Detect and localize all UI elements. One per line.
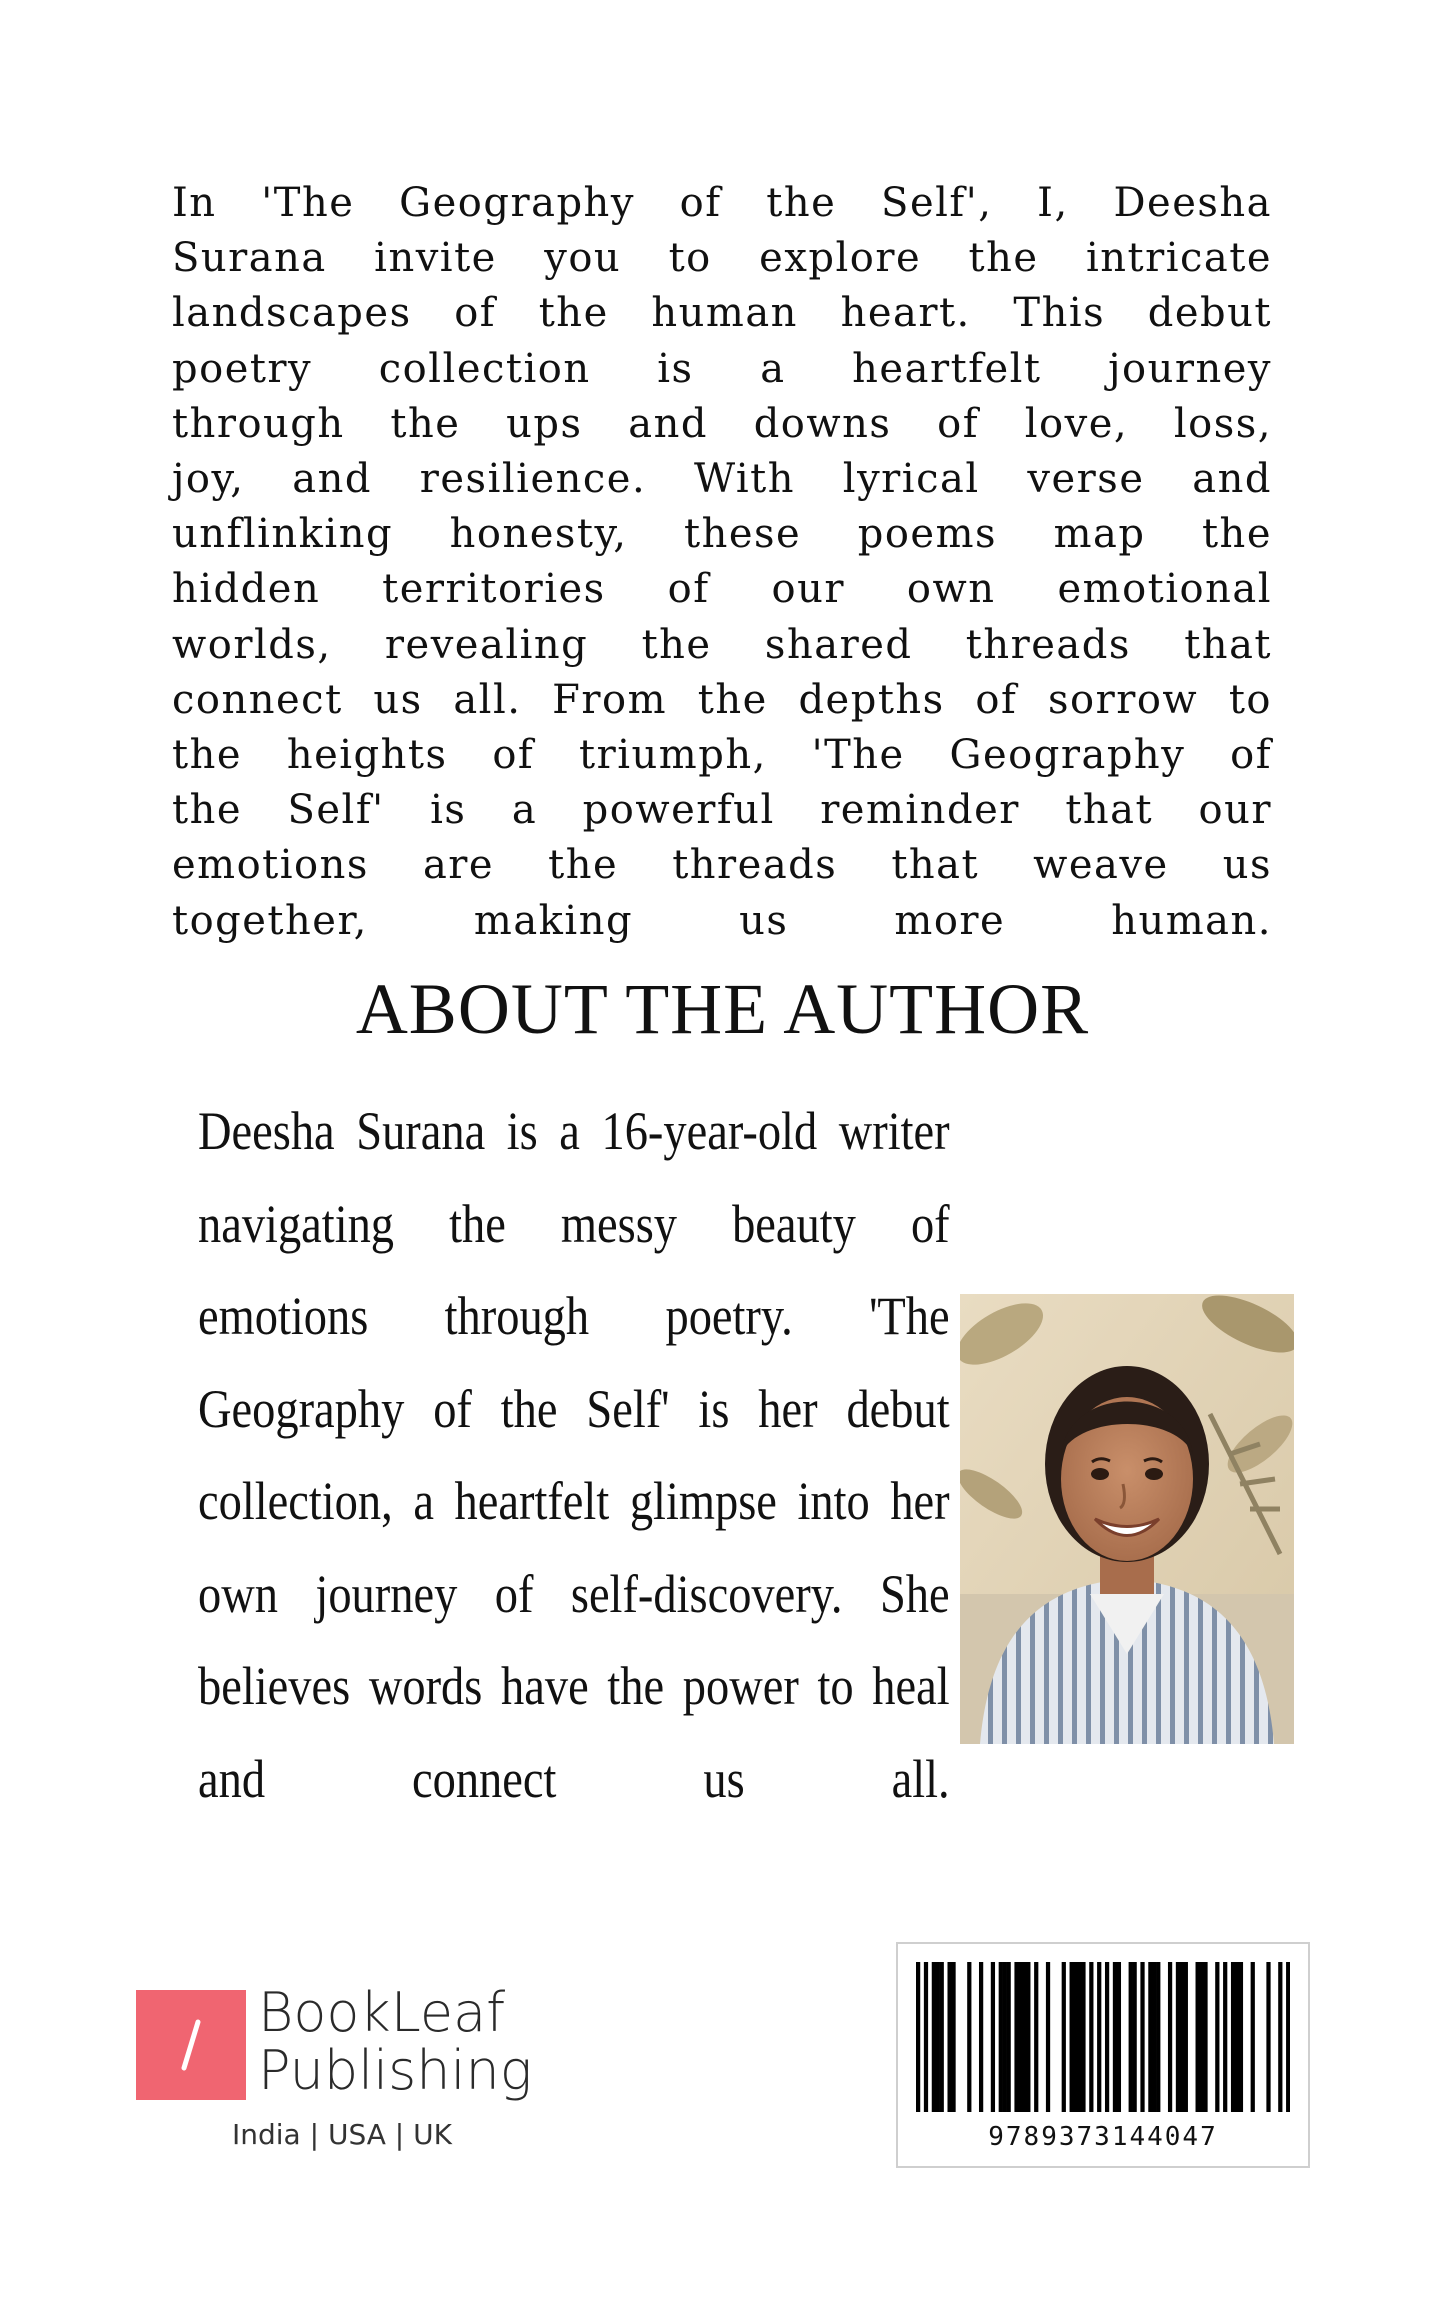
blurb-line: the heights of triumph, 'The Geography of bbox=[172, 732, 1272, 779]
bio-line: own journey of self-discovery. She bbox=[198, 1563, 950, 1624]
barcode-bar bbox=[936, 1962, 940, 2112]
barcode-bar bbox=[1196, 1962, 1200, 2112]
barcode-bar bbox=[1089, 1962, 1093, 2112]
barcode-bar bbox=[1215, 1962, 1219, 2112]
barcode-bar bbox=[1180, 1962, 1184, 2112]
barcode-bar bbox=[1148, 1962, 1152, 2112]
barcode-bar bbox=[947, 1962, 951, 2112]
blurb-line: emotions are the threads that weave us bbox=[172, 842, 1272, 889]
publisher-name bbox=[258, 1981, 533, 2102]
barcode-bar bbox=[1081, 1962, 1085, 2112]
barcode-bar bbox=[1046, 1962, 1050, 2112]
barcode-bar bbox=[1152, 1962, 1156, 2112]
bio-line: believes words have the power to heal bbox=[198, 1656, 950, 1716]
barcode-bar bbox=[1156, 1962, 1160, 2112]
blurb-line: connect us all. From the depths of sorrow to bbox=[172, 676, 1272, 723]
barcode-bar bbox=[1007, 1962, 1011, 2112]
barcode-bar bbox=[1176, 1962, 1180, 2112]
barcode-bar bbox=[1235, 1962, 1239, 2112]
publisher-logo-mark bbox=[136, 1990, 246, 2100]
barcode-bar bbox=[1266, 1962, 1270, 2112]
barcode-bar bbox=[1113, 1962, 1117, 2112]
slash-icon bbox=[136, 1990, 246, 2100]
barcode-bar bbox=[1239, 1962, 1243, 2112]
barcode-bar bbox=[1073, 1962, 1077, 2112]
barcode-bar bbox=[1203, 1962, 1207, 2112]
bio-line: collection, a heartfelt glimpse into her bbox=[198, 1471, 950, 1531]
barcode-bar bbox=[932, 1962, 936, 2112]
blurb-line: unflinking honesty, these poems map the bbox=[172, 511, 1272, 558]
author-portrait-icon bbox=[960, 1294, 1294, 1744]
blurb-line: poetry collection is a heartfelt journey bbox=[172, 345, 1272, 392]
blurb-line: together, making us more human. bbox=[172, 897, 1272, 944]
barcode-bar bbox=[1199, 1962, 1203, 2112]
blurb-line: through the ups and downs of love, loss, bbox=[172, 400, 1272, 447]
barcode-bar bbox=[1034, 1962, 1038, 2112]
barcode-bar bbox=[979, 1962, 983, 2112]
publisher-regions: India | USA | UK bbox=[232, 2118, 452, 2151]
bio-line: Deesha Surana is a 16-year-old writer bbox=[198, 1101, 950, 1161]
barcode-bar bbox=[1168, 1962, 1172, 2112]
blurb-line: landscapes of the human heart. This debut bbox=[172, 290, 1272, 337]
barcode-bar bbox=[924, 1962, 928, 2112]
bio-line: Geography of the Self' is her debut bbox=[198, 1378, 950, 1439]
barcode-bar bbox=[1251, 1962, 1255, 2112]
author-bio bbox=[198, 1085, 950, 1825]
barcode-bar bbox=[1022, 1962, 1026, 2112]
barcode-bar bbox=[1140, 1962, 1144, 2112]
barcode-bar bbox=[1018, 1962, 1022, 2112]
barcode-bar bbox=[1077, 1962, 1081, 2112]
blurb-line: hidden territories of our own emotional bbox=[172, 566, 1272, 613]
barcode-bar bbox=[1014, 1962, 1018, 2112]
author-portrait-photo bbox=[960, 1294, 1294, 1744]
blurb-line: the Self' is a powerful reminder that our bbox=[172, 787, 1272, 834]
blurb-line: In 'The Geography of the Self', I, Deesha bbox=[172, 180, 1272, 226]
barcode-bar bbox=[1129, 1962, 1133, 2112]
barcode-bar bbox=[999, 1962, 1003, 2112]
barcode-bar bbox=[916, 1962, 920, 2112]
barcode-bar bbox=[1184, 1962, 1188, 2112]
barcode-bar bbox=[1003, 1962, 1007, 2112]
barcode-bar bbox=[951, 1962, 955, 2112]
barcode-bar bbox=[1105, 1962, 1109, 2112]
barcode-bar bbox=[1278, 1962, 1282, 2112]
barcode-bar bbox=[940, 1962, 944, 2112]
barcode-bar bbox=[1223, 1962, 1227, 2112]
isbn-number: 9789373144047 bbox=[988, 2122, 1218, 2152]
publisher-logo bbox=[136, 1981, 536, 2170]
publisher-name-line1: BookLeaf bbox=[258, 1981, 506, 2044]
blurb-line: worlds, revealing the shared threads that bbox=[172, 621, 1272, 668]
back-cover-blurb bbox=[172, 176, 1272, 949]
publisher-name-line2: Publishing bbox=[258, 2039, 533, 2102]
bio-line: and connect us all. bbox=[198, 1748, 950, 1809]
barcode-bar bbox=[1286, 1962, 1290, 2112]
barcode-bar bbox=[1231, 1962, 1235, 2112]
barcode-icon bbox=[916, 1962, 1290, 2112]
barcode-bar bbox=[1133, 1962, 1137, 2112]
blurb-line: joy, and resilience. With lyrical verse and bbox=[172, 456, 1272, 503]
barcode-bar bbox=[967, 1962, 971, 2112]
barcode-bar bbox=[1117, 1962, 1121, 2112]
barcode-bar bbox=[1097, 1962, 1101, 2112]
blurb-line: Surana invite you to explore the intricate bbox=[172, 235, 1272, 282]
barcode-bar bbox=[1070, 1962, 1074, 2112]
barcode-bar bbox=[1026, 1962, 1030, 2112]
bio-line: navigating the messy beauty of bbox=[198, 1193, 950, 1254]
isbn-barcode bbox=[896, 1942, 1310, 2168]
barcode-bar bbox=[991, 1962, 995, 2112]
about-author-heading: ABOUT THE AUTHOR bbox=[355, 969, 1090, 1049]
barcode-bar bbox=[1062, 1962, 1066, 2112]
bio-line: emotions through poetry. 'The bbox=[198, 1286, 950, 1346]
